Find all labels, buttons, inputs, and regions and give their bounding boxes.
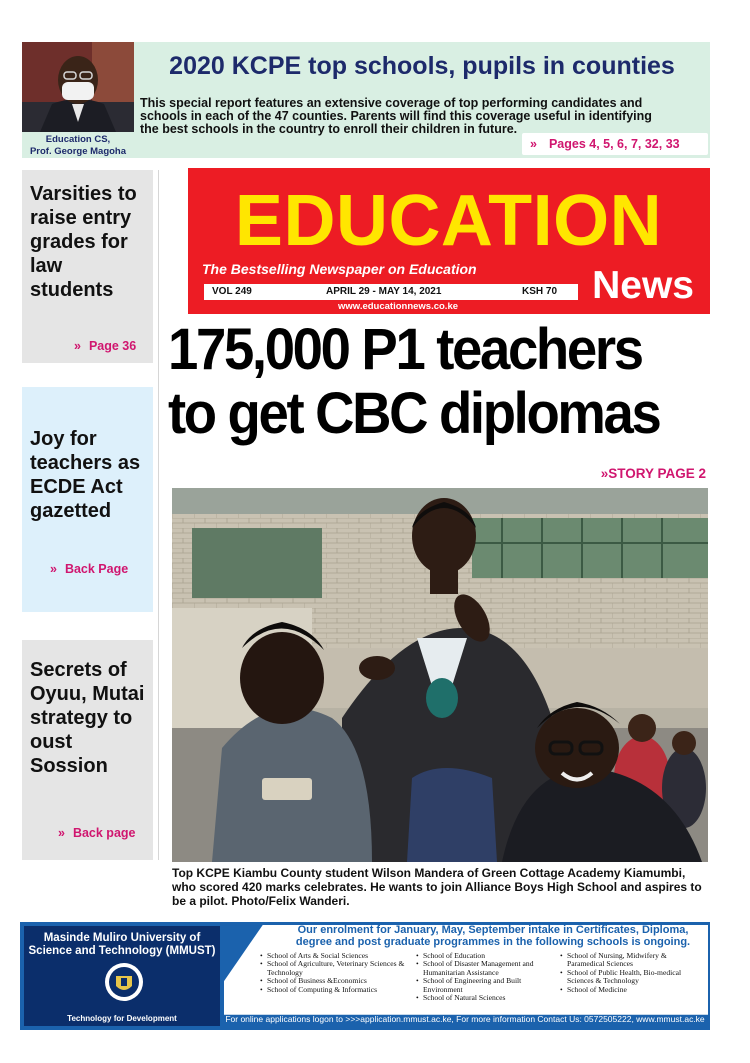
sidebar-teaser-title: Varsities to raise entry grades for law students <box>30 183 137 301</box>
top-banner[interactable] <box>22 42 710 158</box>
sidebar-teaser-title: Joy for teachers as ECDE Act gazetted <box>30 428 141 522</box>
issue-date: APRIL 29 - MAY 14, 2021 <box>326 286 442 297</box>
sidebar-teaser-page-link[interactable]: » Back page <box>58 826 136 840</box>
chevron-right-icon: » <box>530 137 537 151</box>
advert-school-item: • School of Arts & Social Sciences <box>260 952 408 960</box>
advert-schools-list <box>260 952 700 1014</box>
chevron-right-icon: » <box>58 826 65 840</box>
advert-school-item: • School of Disaster Management and Humanitarian Assistance <box>416 960 556 977</box>
advert-school-item: • School of Medicine <box>560 986 696 994</box>
advert-school-item: • School of Nursing, Midwifery & Paramedical Sciences <box>560 952 696 969</box>
masthead-website-link[interactable]: www.educationnews.co.ke <box>338 301 459 312</box>
education-cs-caption: Education CS, Prof. George Magoha <box>29 134 127 157</box>
sidebar-teaser-law-grades[interactable] <box>22 170 153 363</box>
chevron-right-icon: » <box>74 339 81 353</box>
advert-school-item: • School of Computing & Informatics <box>260 986 408 994</box>
masthead-tagline: The Bestselling Newspaper on Education <box>202 261 477 277</box>
advert-school-item: • School of Education <box>416 952 556 960</box>
banner-headline[interactable]: 2020 KCPE top schools, pupils in counties <box>169 52 675 80</box>
sidebar-teaser-title: Secrets of Oyuu, Mutai strategy to oust Sossion <box>30 659 145 777</box>
advert-motto: Technology for Development <box>67 1014 177 1023</box>
sidebar-teaser-oyuu-mutai[interactable] <box>22 640 153 860</box>
issue-volume: VOL 249 <box>212 286 252 297</box>
advert-school-item: • School of Engineering and Built Environment <box>416 977 556 994</box>
advert-contact-footer[interactable]: For online applications logon to >>>application.mmust.ac.ke, For more information Contact Us: 0572505222, www.mmust.ac.ke <box>225 1014 705 1024</box>
issue-info-bar <box>204 284 578 300</box>
advert-school-item: • School of Public Health, Bio-medical Sciences & Technology <box>560 969 696 986</box>
banner-description: This special report features an extensive coverage of top performing candidates and schools in each of the 47 counties. Parents will find this coverage useful in identifying the best schools in the country to enroll their children in future. <box>140 96 652 136</box>
sidebar-teaser-ecde-act[interactable] <box>22 387 153 612</box>
advert-school-item: • School of Agriculture, Veterinary Sciences & Technology <box>260 960 408 977</box>
sidebar-teaser-page-link[interactable]: » Back Page <box>50 562 129 576</box>
sidebar-teaser-page-link[interactable]: » Page 36 <box>74 339 137 353</box>
masthead-title: EDUCATION <box>234 181 663 261</box>
advert-university-panel <box>24 926 220 1026</box>
column-divider <box>158 170 159 860</box>
story-page-link[interactable]: »STORY PAGE 2 <box>600 466 706 481</box>
chevron-right-icon: » <box>50 562 57 576</box>
advert-school-item: • School of Business &Economics <box>260 977 408 985</box>
banner-pages-link[interactable] <box>522 133 708 155</box>
main-story-photo <box>172 488 708 862</box>
masthead-news-label: News <box>592 264 694 307</box>
masthead <box>188 168 710 314</box>
issue-price: KSH 70 <box>522 286 558 297</box>
advert-school-item: • School of Natural Sciences <box>416 994 556 1002</box>
banner-pages-label: Pages 4, 5, 6, 7, 32, 33 <box>548 137 680 151</box>
advert-university-name: Masinde Muliro University of Science and Technology (MMUST) <box>28 932 216 957</box>
main-headline[interactable]: 175,000 P1 teachers to get CBC diplomas <box>168 317 660 446</box>
advert-heading: Our enrolment for January, May, September intake in Certificates, Diploma, degree and post graduate programmes in the following schools is ongoing. <box>295 924 691 948</box>
education-cs-photo <box>22 42 134 132</box>
photo-caption: Top KCPE Kiambu County student Wilson Mandera of Green Cottage Academy Kiamumbi, who scored 420 marks celebrates. He wants to join Alliance Boys High School and aspires to be a pilot. Photo/Felix Wanderi. <box>172 866 702 908</box>
university-crest-icon <box>104 962 144 1002</box>
university-advert[interactable] <box>20 922 710 1030</box>
